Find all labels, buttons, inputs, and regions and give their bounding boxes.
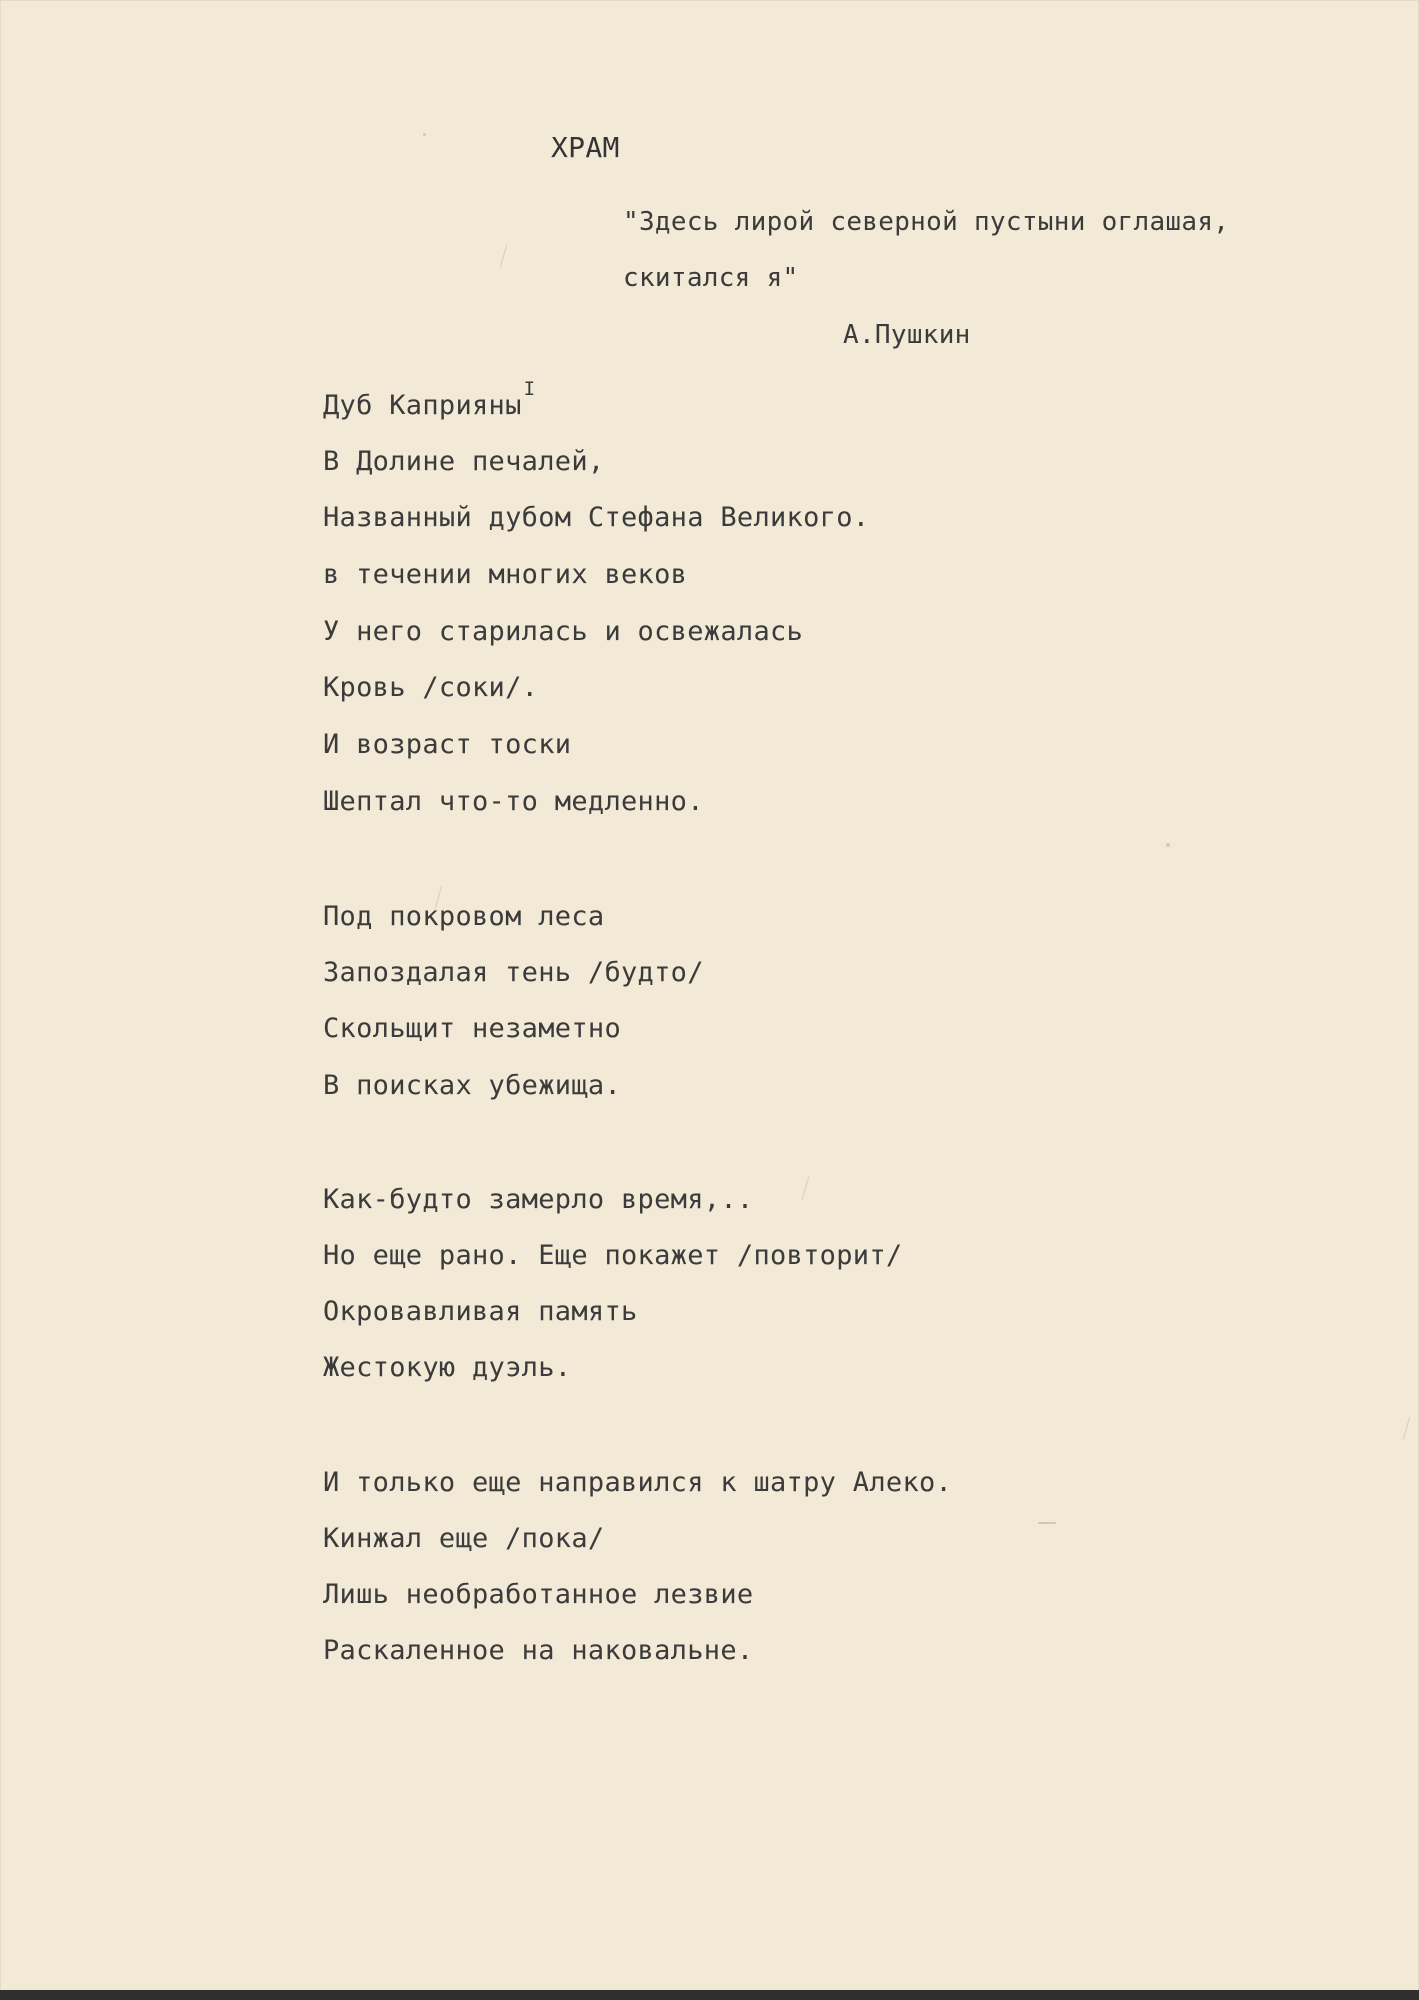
stanza2-line-2: Запоздалая тень /будто/: [323, 957, 704, 988]
paper-mark: [802, 1176, 810, 1199]
stanza4-line-2: Кинжал еще /пока/: [323, 1523, 605, 1554]
stanza1-line-1: В Долине печалей,: [323, 446, 605, 477]
stanza1-line-2: Названный дубом Стефана Великого.: [323, 502, 870, 533]
paper-mark: [1403, 1416, 1411, 1439]
first-line-text: Дуб Каприяны: [323, 390, 522, 421]
epigraph-line-1: "Здесь лирой северной пустыни оглашая,: [623, 207, 1230, 237]
stanza4-line-3: Лишь необработанное лезвие: [323, 1579, 754, 1610]
stanza4-line-4: Раскаленное на наковальне.: [323, 1635, 754, 1666]
poem-line-first: [323, 378, 536, 421]
stanza4-line-1: И только еще направился к шатру Алеко.: [323, 1467, 953, 1498]
stanza2-line-4: В поисках убежища.: [323, 1070, 621, 1101]
paper-mark: [500, 244, 508, 267]
stanza1-line-4: У него старилась и освежалась: [323, 616, 804, 647]
stanza1-line-5: Кровь /соки/.: [323, 672, 539, 703]
poem-title: ХРАМ: [551, 131, 620, 164]
stanza2-line-3: Скольщит незаметно: [323, 1013, 621, 1044]
stanza3-line-2: Но еще рано. Еще покажет /повторит/: [323, 1240, 903, 1271]
epigraph-author: А.Пушкин: [843, 320, 971, 350]
scan-bottom-edge: [0, 1990, 1419, 2000]
stanza3-line-1: Как-будто замерло время,..: [323, 1184, 754, 1215]
paper-speck: [423, 133, 426, 136]
footnote-mark: I: [523, 378, 536, 400]
paper-speck: [1166, 843, 1170, 847]
epigraph-line-2: скитался я": [623, 263, 799, 293]
stanza1-line-7: Шептал что-то медленно.: [323, 786, 704, 817]
stanza2-line-1: Под покровом леса: [323, 901, 605, 932]
stanza1-line-6: И возраст тоски: [323, 729, 572, 760]
stanza3-line-4: Жестокую дуэль.: [323, 1352, 572, 1383]
paper-speck: [1038, 1522, 1056, 1524]
stanza3-line-3: Окровавливая память: [323, 1296, 638, 1327]
stanza1-line-3: в течении многих веков: [323, 559, 688, 590]
